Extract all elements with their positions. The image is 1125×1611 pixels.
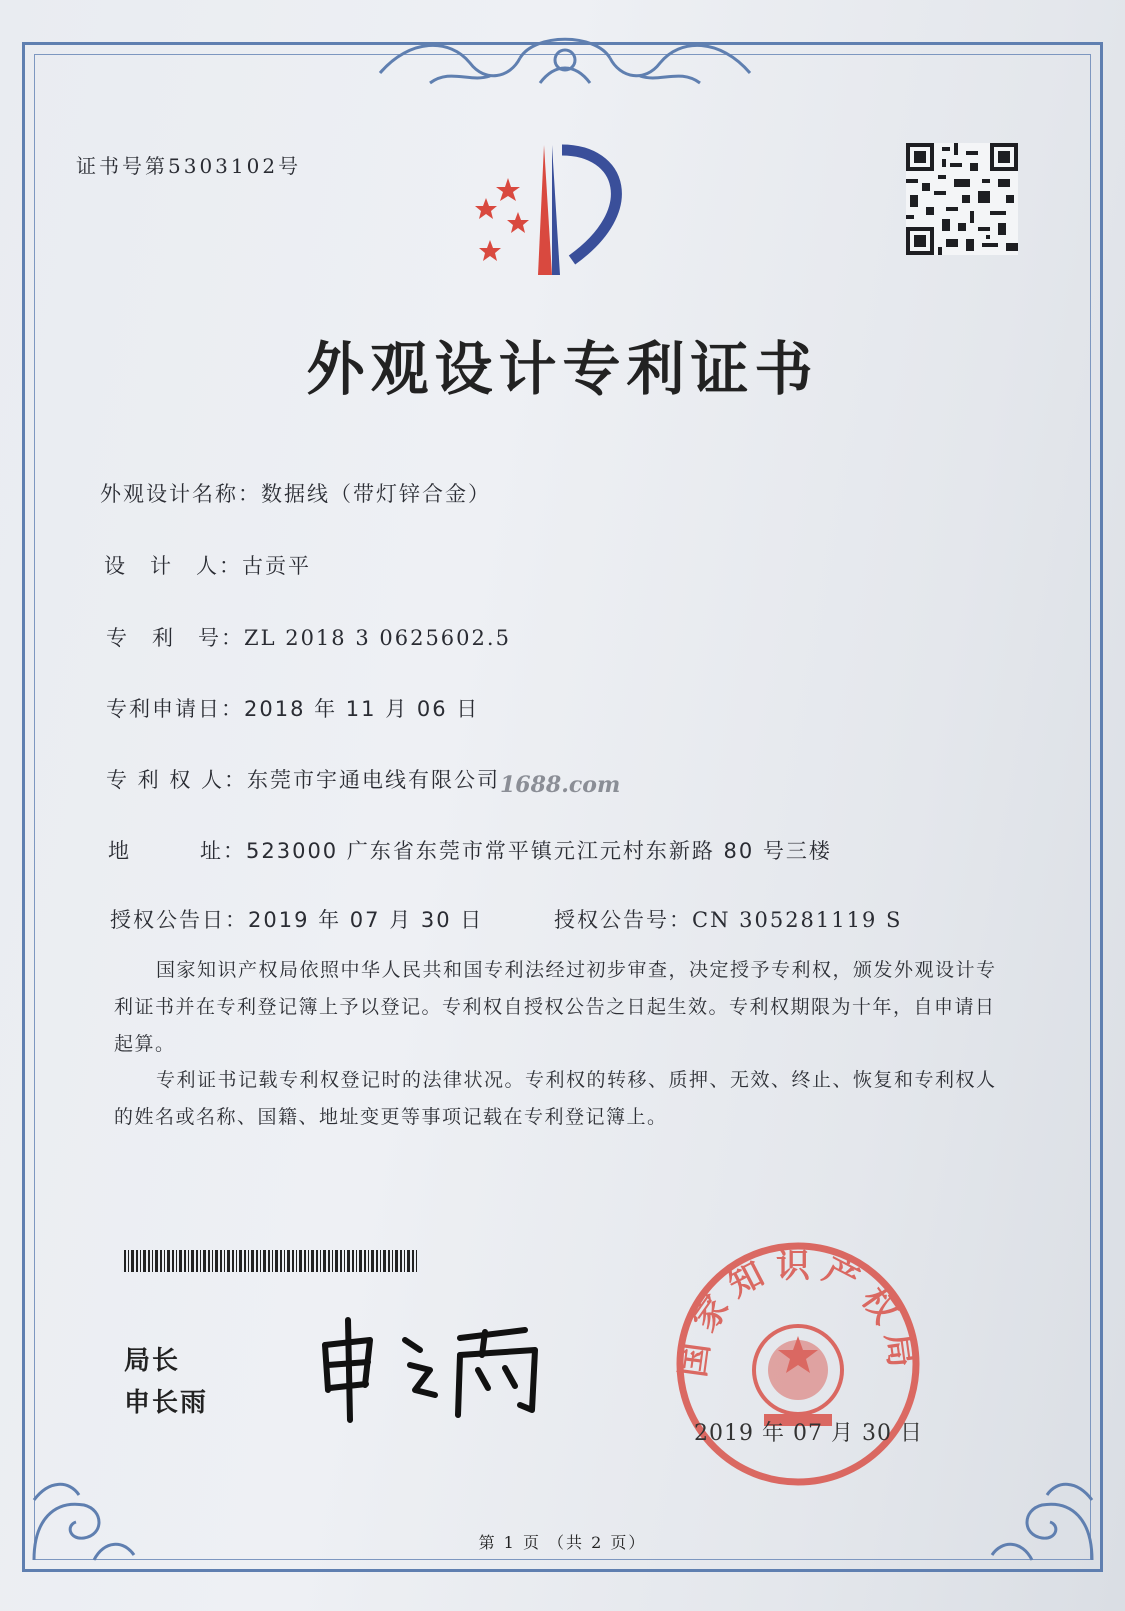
patentee-label: 专 利 权 人：	[106, 768, 248, 792]
design-name-row	[100, 478, 491, 508]
seal-text: 国家知识产权局	[673, 1245, 923, 1380]
paragraph-grant: 国家知识产权局依照中华人民共和国专利法经过初步审查，决定授予专利权，颁发外观设计专利证书并在专利登记簿上予以登记。专利权自授权公告之日起生效。专利权期限为十年，自申请日起算。	[114, 959, 997, 1055]
certificate-number: 证书号第5303102号	[76, 154, 302, 178]
application-date-label: 专利申请日：	[106, 697, 244, 721]
director-name: 申长雨	[124, 1388, 209, 1418]
grant-date-label: 授权公告日：	[110, 908, 248, 932]
address-value: 523000 广东省东莞市常平镇元江元村东新路 80 号三楼	[246, 839, 832, 863]
patentee-row	[106, 764, 500, 794]
director-title: 局长	[124, 1346, 181, 1376]
designer-value: 古贡平	[242, 554, 311, 578]
page-title: 外观设计专利证书	[306, 335, 819, 403]
patent-number-value: ZL 2018 3 0625602.5	[244, 626, 511, 650]
grant-date-value: 2019 年 07 月 30 日	[248, 908, 484, 932]
grant-number-label: 授权公告号：	[554, 908, 692, 932]
official-seal	[672, 1238, 924, 1490]
address-label: 地 址：	[108, 839, 246, 863]
cnipa-logo-icon	[462, 140, 642, 280]
grant-date-row	[110, 904, 483, 934]
grant-number-value: CN 305281119 S	[692, 908, 903, 932]
designer-row	[104, 550, 311, 580]
design-name-value: 数据线（带灯锌合金）	[261, 482, 491, 506]
patent-number-row	[106, 622, 511, 652]
barcode	[124, 1250, 418, 1272]
grant-number-row	[554, 904, 902, 934]
application-date-value: 2018 年 11 月 06 日	[244, 697, 480, 721]
application-date-row	[106, 693, 479, 723]
patentee-value: 东莞市宇通电线有限公司	[247, 768, 501, 792]
patent-number-label: 专 利 号：	[106, 626, 244, 650]
qr-code	[906, 143, 1018, 255]
designer-label: 设 计 人：	[104, 554, 242, 578]
design-name-label: 外观设计名称：	[100, 482, 261, 506]
page-footer: 第 1 页 （共 2 页）	[478, 1533, 647, 1552]
seal-date: 2019 年 07 月 30 日	[694, 1421, 923, 1446]
top-ornament	[370, 28, 760, 98]
paragraph-legal-status: 专利证书记载专利权登记时的法律状况。专利权的转移、质押、无效、终止、恢复和专利权人的姓名或名称、国籍、地址变更等事项记载在专利登记簿上。	[114, 1069, 997, 1128]
watermark-text: 1688.com	[500, 772, 621, 798]
director-signature	[310, 1310, 560, 1430]
address-row	[108, 835, 832, 865]
